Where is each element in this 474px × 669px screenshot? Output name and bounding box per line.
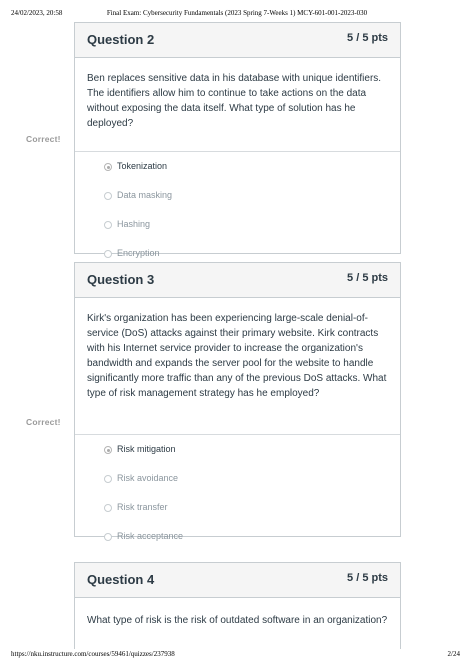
answer-option[interactable] [75, 494, 400, 523]
radio-icon[interactable] [104, 221, 112, 229]
question-title: Question 3 [87, 272, 155, 287]
answer-option[interactable] [75, 211, 400, 240]
answer-label: Risk avoidance [117, 473, 179, 483]
answer-option[interactable] [75, 182, 400, 211]
question-card-2 [74, 22, 401, 258]
answer-option[interactable] [75, 523, 400, 552]
radio-icon[interactable] [104, 250, 112, 258]
answer-label: Encryption [117, 248, 160, 258]
answer-option-selected[interactable] [75, 153, 400, 182]
print-page-number: 2/24 [447, 650, 460, 658]
correct-label: Correct! [26, 134, 61, 144]
correct-label: Correct! [26, 417, 61, 427]
answer-label: Data masking [117, 190, 173, 200]
question-text: What type of risk is the risk of outdated software in an organization? [87, 615, 388, 626]
radio-icon[interactable] [104, 192, 112, 200]
answer-label: Tokenization [117, 161, 168, 171]
answer-list [75, 152, 400, 269]
print-page-title: Final Exam: Cybersecurity Fundamentals (2023 Spring 7-Weeks 1) MCY-601-001-2023-030 [106, 9, 368, 17]
answer-label: Risk acceptance [117, 531, 184, 541]
answer-list [75, 435, 400, 552]
question-title: Question 4 [87, 572, 155, 587]
print-footer [0, 650, 474, 660]
question-card-4 [74, 562, 401, 649]
question-header [75, 23, 400, 58]
question-header [75, 263, 400, 298]
print-url: https://nku.instructure.com/courses/59461/quizzes/237938 [11, 650, 175, 658]
question-points: 5 / 5 pts [347, 32, 388, 44]
question-card-3 [74, 262, 401, 541]
question-points: 5 / 5 pts [347, 572, 388, 584]
question-points: 5 / 5 pts [347, 272, 388, 284]
answer-label: Risk transfer [117, 502, 168, 512]
print-datetime: 24/02/2023, 20:58 [11, 9, 63, 17]
radio-icon[interactable] [104, 533, 112, 541]
radio-icon[interactable] [104, 504, 112, 512]
question-text: Kirk's organization has been experiencing large-scale denial-of-service (DoS) attacks against their primary website. Kirk contracts with his Internet service provider to increase the organization's bandwidth and expands the server pool for the website to handle significantly more traffic than any of the previous DoS attacks. What type of risk management strategy has he employed? [87, 313, 387, 399]
answer-option[interactable] [75, 465, 400, 494]
print-header [0, 9, 474, 19]
question-header [75, 563, 400, 598]
answer-option-selected[interactable] [75, 436, 400, 465]
question-text: Ben replaces sensitive data in his database with unique identifiers. The identifiers allow him to continue to take actions on the data without exposing the data itself. What type of solution has he deployed? [87, 73, 382, 129]
question-title: Question 2 [87, 32, 155, 47]
answer-label: Hashing [117, 219, 151, 229]
radio-selected-icon[interactable] [104, 446, 112, 454]
radio-selected-icon[interactable] [104, 163, 112, 171]
radio-icon[interactable] [104, 475, 112, 483]
answer-label: Risk mitigation [117, 444, 176, 454]
